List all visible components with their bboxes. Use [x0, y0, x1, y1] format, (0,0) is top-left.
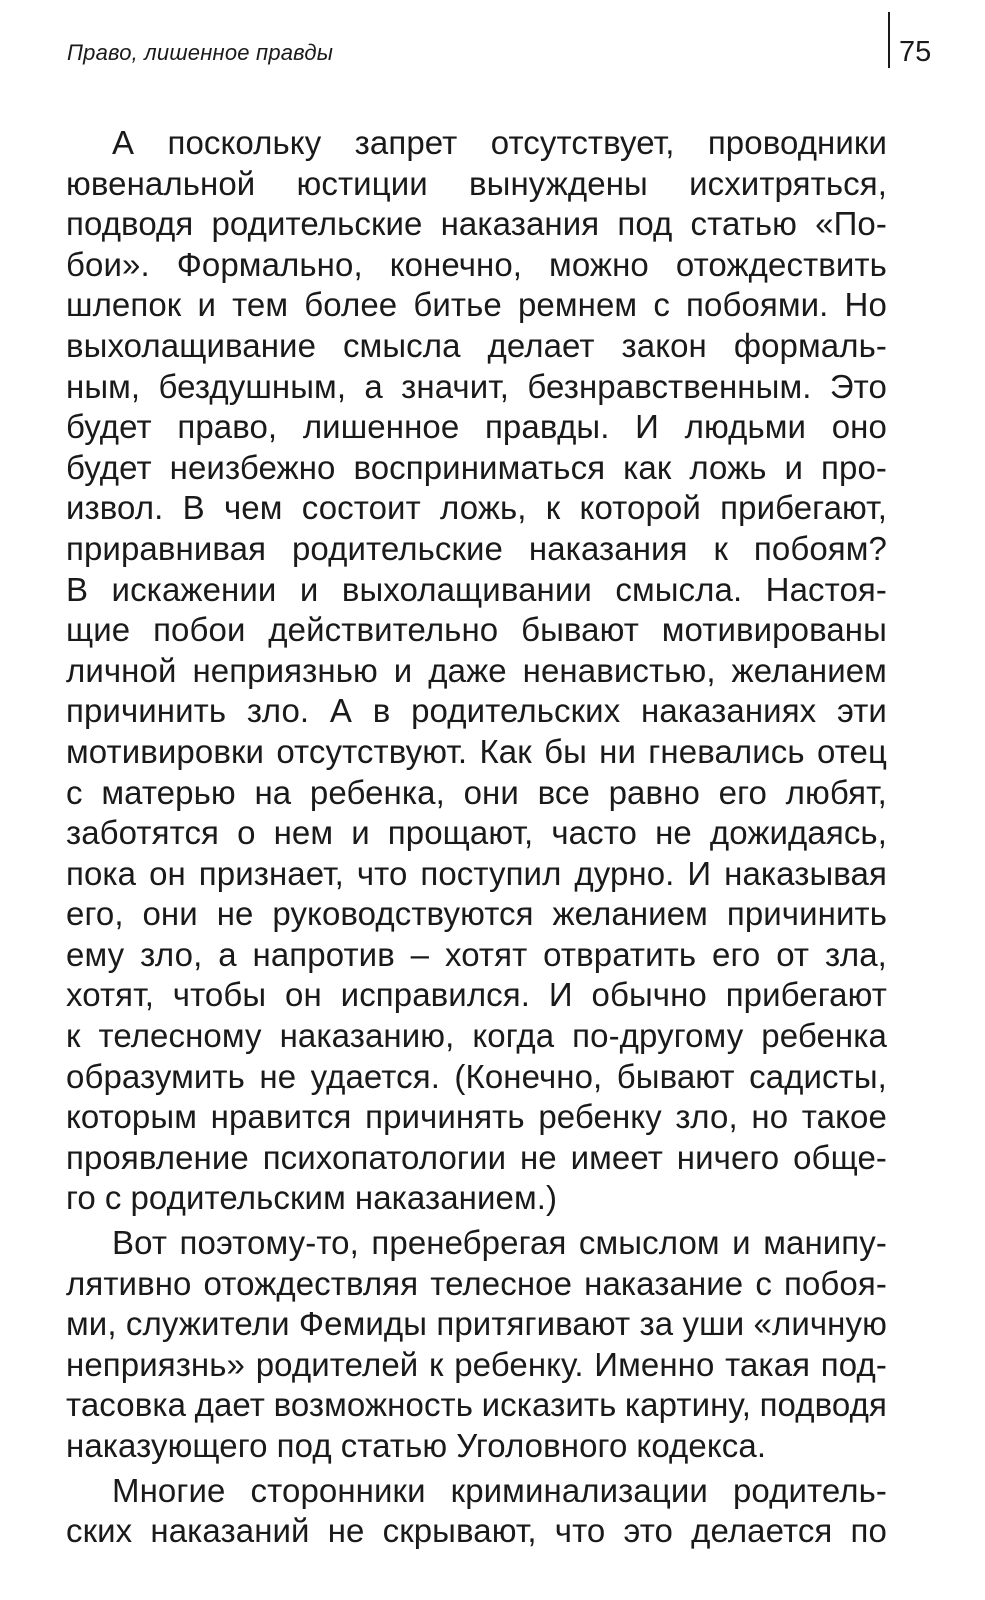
text-line: причинить зло. А в родительских наказаниях эти	[66, 692, 887, 730]
text-line: выхолащивание смысла делает закон формаль-	[66, 326, 887, 364]
text-line: приравнивая родительские наказания к побоям?	[66, 529, 887, 567]
text-line: ских наказаний не скрывают, что это делается по	[66, 1512, 887, 1550]
text-line: лятивно отождествляя телесное наказание с побоя-	[66, 1264, 887, 1302]
text-line: с матерью на ребенка, они все равно его любят,	[66, 773, 887, 811]
text-line: его, они не руководствуются желанием причинить	[66, 895, 887, 933]
text-line: заботятся о нем и прощают, часто не дожидаясь,	[66, 814, 887, 852]
text-line: щие побои действительно бывают мотивированы	[66, 611, 887, 649]
text-line: мотивировки отсутствуют. Как бы ни гневались отец	[66, 732, 887, 770]
text-line: будет неизбежно восприниматься как ложь и про-	[66, 448, 887, 486]
header-divider	[888, 12, 890, 68]
text-line: образумить не удается. (Конечно, бывают садисты,	[66, 1057, 887, 1095]
text-line: бои». Формально, конечно, можно отождествить	[66, 245, 887, 283]
page-number: 75	[899, 36, 932, 68]
text-line: к телесному наказанию, когда по-другому ребенка	[66, 1017, 887, 1055]
running-title: Право, лишенное правды	[67, 40, 334, 65]
text-line: ему зло, а напротив – хотят отвратить его от зла,	[66, 935, 887, 973]
text-line: которым нравится причинять ребенку зло, но такое	[66, 1098, 887, 1136]
text-line: подводя родительские наказания под статью «По-	[66, 205, 887, 243]
text-line: тасовка дает возможность исказить картину, подводя	[66, 1386, 887, 1424]
text-line: ным, бездушным, а значит, безнравственным. Это	[66, 367, 887, 405]
text-line: будет право, лишенное правды. И людьми оно	[66, 408, 887, 446]
text-line: шлепок и тем более битье ремнем с побоями. Но	[66, 286, 887, 324]
text-line: го с родительским наказанием.)	[66, 1179, 558, 1217]
text-line: пока он признает, что поступил дурно. И наказывая	[66, 854, 887, 892]
text-line: В искажении и выхолащивании смысла. Настоя-	[66, 570, 887, 608]
text-line: Вот поэтому-то, пренебрегая смыслом и манипу-	[112, 1224, 887, 1262]
text-line: личной неприязнью и даже ненавистью, желанием	[66, 651, 887, 689]
body-text	[66, 123, 887, 1552]
text-line: извол. В чем состоит ложь, к которой прибегают,	[66, 489, 887, 527]
text-line: ми, служители Фемиды притягивают за уши «личную	[66, 1305, 887, 1343]
text-line: проявление психопатологии не имеет ничего обще-	[66, 1138, 887, 1176]
text-line: наказующего под статью Уголовного кодекса.	[66, 1427, 767, 1464]
text-line: ювенальной юстиции вынуждены исхитряться,	[66, 164, 887, 202]
text-line: хотят, чтобы он исправился. И обычно прибегают	[66, 976, 887, 1014]
text-line: Многие сторонники криминализации родитель-	[112, 1471, 887, 1509]
text-line: неприязнь» родителей к ребенку. Именно такая под-	[66, 1345, 887, 1383]
text-line: А поскольку запрет отсутствует, проводники	[112, 124, 887, 161]
